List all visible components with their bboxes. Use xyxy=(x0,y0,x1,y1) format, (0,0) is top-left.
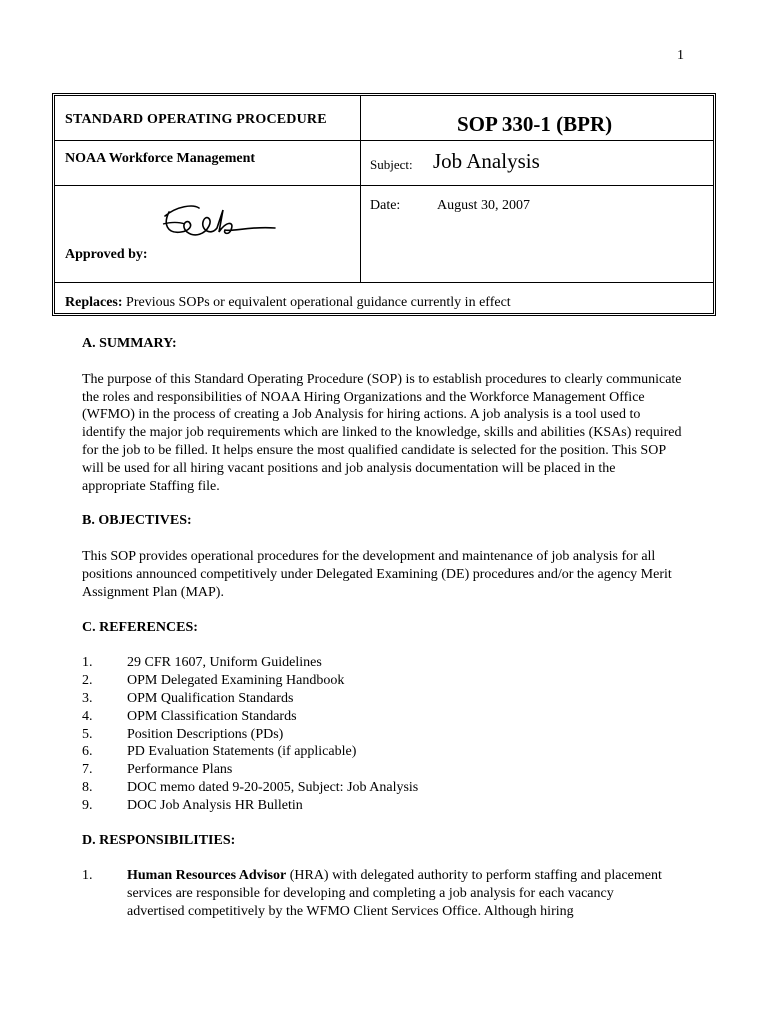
subject-label: Subject: xyxy=(370,157,413,172)
responsibility-role: Human Resources Advisor xyxy=(127,868,287,884)
list-item: 3. OPM Qualification Standards xyxy=(82,690,294,706)
responsibility-text: (HRA) with delegated authority to perform staffing and placement services are responsible for developing and completing a job analysis for each vacancy advertised competitively by the WFMO Client Services Office. Although hiring xyxy=(127,868,662,919)
summary-text: The purpose of this Standard Operating Procedure (SOP) is to establish procedures to clearly communicate the roles and responsibilities of NOAA Hiring Organizations and the Workforce Management Office (WFMO) in the process of creating a Job Analysis for hiring actions. A job analysis is a tool used to identify the major job requirements which are linked to the knowledge, skills and abilities (KSAs) required for the job to be filled. It helps ensure the most qualified candidate is selected for the position. This SOP will be used for all hiring vacant positions and job analysis documentation will be placed in the appropriate Staffing file. xyxy=(82,371,682,494)
sop-header-table xyxy=(52,93,716,316)
date-value: August 30, 2007 xyxy=(437,198,530,213)
organization-label: NOAA Workforce Management xyxy=(65,151,256,166)
doc-type-label: STANDARD OPERATING PROCEDURE xyxy=(65,112,327,127)
date-label: Date: xyxy=(370,198,401,213)
responsibility-item: 1. Human Resources Advisor (HRA) with delegated authority to perform staffing and placement services are responsible for developing and completing a job analysis for each vacancy advertised competitively by the WFMO Client Services Office. Although hiring xyxy=(82,868,662,919)
responsibilities-heading: D. RESPONSIBILITIES: xyxy=(82,832,236,848)
replaces-value: Previous SOPs or equivalent operational guidance currently in effect xyxy=(122,295,511,310)
list-item: 8. DOC memo dated 9-20-2005, Subject: Job Analysis xyxy=(82,779,419,795)
summary-heading: A. SUMMARY: xyxy=(82,336,177,351)
objectives-text: This SOP provides operational procedures for the development and maintenance of job analysis for all positions announced competitively under Delegated Examining (DE) procedures and/or the agency Merit Assignment Plan (MAP). xyxy=(82,549,672,600)
sop-id: SOP 330-1 (BPR) xyxy=(457,112,613,136)
replaces-row xyxy=(65,295,511,311)
list-item: 9. DOC Job Analysis HR Bulletin xyxy=(82,797,303,813)
header-row-divider-2 xyxy=(55,185,713,186)
list-item: 4. OPM Classification Standards xyxy=(82,708,297,724)
list-item: 7. Performance Plans xyxy=(82,762,233,778)
page-number: 1 xyxy=(677,48,684,63)
list-item: 6. PD Evaluation Statements (if applicable) xyxy=(82,744,357,760)
objectives-heading: B. OBJECTIVES: xyxy=(82,513,192,529)
list-item: 2. OPM Delegated Examining Handbook xyxy=(82,673,345,689)
replaces-label: Replaces: xyxy=(65,295,123,310)
references-list xyxy=(82,654,682,814)
document-body xyxy=(82,335,682,921)
approver-signature xyxy=(159,202,279,242)
list-item: 1. 29 CFR 1607, Uniform Guidelines xyxy=(82,655,322,671)
subject-value: Job Analysis xyxy=(433,149,540,173)
references-heading: C. REFERENCES: xyxy=(82,619,198,635)
header-row-divider-1 xyxy=(55,140,713,141)
header-row-divider-3 xyxy=(55,282,713,283)
approved-by-label: Approved by: xyxy=(65,247,148,262)
header-vertical-divider xyxy=(360,96,361,282)
list-item: 5. Position Descriptions (PDs) xyxy=(82,726,284,742)
